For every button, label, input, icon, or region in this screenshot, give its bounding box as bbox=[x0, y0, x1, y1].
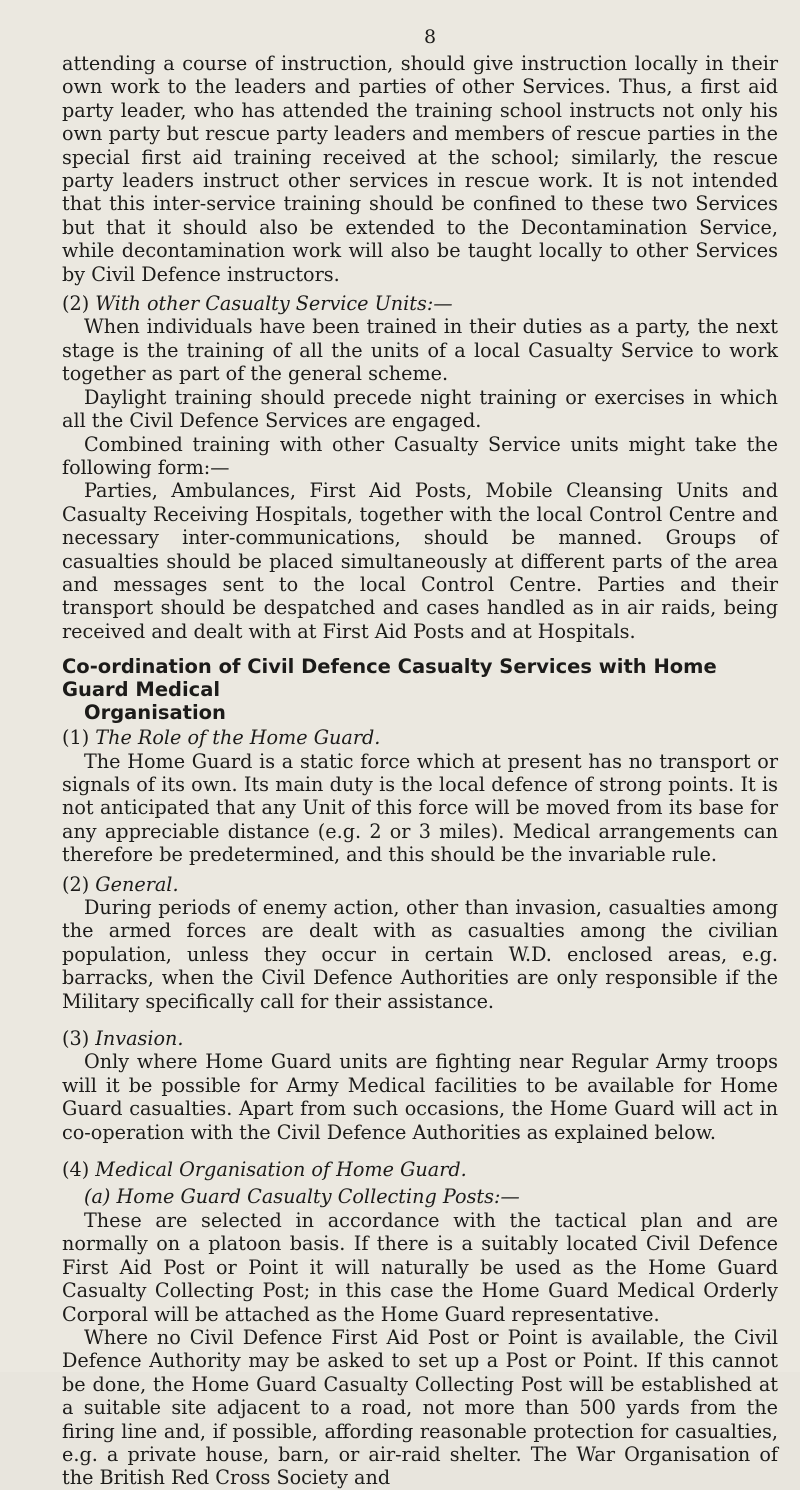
medical-org-heading bbox=[62, 1158, 778, 1181]
role-number: (1) bbox=[62, 726, 90, 750]
section-2-paragraph-2: Daylight training should precede night training or exercises in which all the Civil Defence Services are engaged. bbox=[62, 385, 778, 433]
general-heading bbox=[62, 873, 778, 896]
section-2-paragraph-3: Combined training with other Casualty Service units might take the following form:— bbox=[62, 432, 778, 479]
section-2-title: With other Casualty Service Units:— bbox=[95, 292, 453, 316]
coordination-heading bbox=[62, 655, 778, 724]
medical-org-title: Medical Organisation of Home Guard. bbox=[95, 1158, 467, 1182]
coordination-heading-line-1: Co-ordination of Civil Defence Casualty Services with Home Guard Medical bbox=[62, 655, 717, 702]
section-2-heading bbox=[62, 292, 778, 315]
role-heading bbox=[62, 726, 778, 749]
medical-org-paragraph-2: Where no Civil Defence First Aid Post or Point is available, the Civil Defence Authority may be asked to set up a Post or Point. If this cannot be done, the Home Guard Casualty Collecting Post will be established at a suitable site adjacent to a road, not more than 500 yards from the firing line and, if possible, affording reasonable protection for casualties, e.g. a private house, barn, or air-raid shelter. The War Organisation of the British Red Cross Society and bbox=[62, 1325, 778, 1490]
invasion-heading bbox=[62, 1027, 778, 1050]
coordination-heading-line-2: Organisation bbox=[84, 701, 226, 725]
invasion-paragraph: Only where Home Guard units are fighting near Regular Army troops will it be possible for Army Medical facilities to be available for Home Guard casualties. Apart from such occasions, the Home Guard will act in co-operation with the Civil Defence Authorities as explained below. bbox=[62, 1050, 778, 1144]
invasion-title: Invasion. bbox=[95, 1027, 184, 1051]
general-paragraph: During periods of enemy action, other than invasion, casualties among the armed forces are dealt with as casualties among the civilian population, unless they occur in certain W.D. enclosed areas, e.g. barracks, when the Civil Defence Authorities are only responsible if the Military specifically call for their assistance. bbox=[62, 896, 778, 1013]
section-2-number: (2) bbox=[62, 292, 90, 316]
intro-paragraph: attending a course of instruction, should give instruction locally in their own work to the leaders and parties of other Services. Thus, a first aid party leader, who has attended the training school instructs not only his own party but rescue party leaders and members of rescue parties in the special first aid training received at the school; similarly, the rescue party leaders instruct other services in rescue work. It is not intended that this inter-service training should be confined to these two Services but that it should also be extended to the Decontamination Service, while decontamination work will also be taught locally to other Services by Civil Defence instructors. bbox=[62, 52, 778, 286]
section-2-paragraph-4: Parties, Ambulances, First Aid Posts, Mobile Cleansing Units and Casualty Receiving Hospitals, together with the local Control Centre and necessary inter-communications, should be manned. Groups of casualties should be placed simultaneously at different parts of the area and messages sent to the local Control Centre. Parties and their transport should be despatched and cases handled as in air raids, being received and dealt with at First Aid Posts and at Hospitals. bbox=[62, 479, 778, 643]
role-paragraph: The Home Guard is a static force which at present has no transport or signals of its own. Its main duty is the local defence of strong points. It is not anticipated that any Unit of this force will be moved from its base for any appreciable distance (e.g. 2 or 3 miles). Medical arrangements can therefore be predetermined, and this should be the invariable rule. bbox=[62, 749, 778, 867]
page-number: 8 bbox=[423, 26, 437, 48]
section-2-paragraph-1: When individuals have been trained in their duties as a party, the next stage is the training of all the units of a local Casualty Service to work together as part of the general scheme. bbox=[62, 315, 778, 386]
medical-org-number: (4) bbox=[62, 1158, 90, 1182]
sub-a-number: (a) bbox=[84, 1185, 111, 1209]
invasion-number: (3) bbox=[62, 1027, 90, 1051]
general-title: General. bbox=[95, 872, 179, 896]
medical-org-sub-a-heading bbox=[62, 1185, 778, 1208]
sub-a-title: Home Guard Casualty Collecting Posts:— bbox=[116, 1185, 520, 1209]
general-number: (2) bbox=[62, 872, 90, 896]
medical-org-paragraph-1: These are selected in accordance with the tactical plan and are normally on a platoon basis. If there is a suitably located Civil Defence First Aid Post or Point it will naturally be used as the Home Guard Casualty Collecting Post; in this case the Home Guard Medical Orderly Corporal will be attached as the Home Guard representative. bbox=[62, 1208, 778, 1326]
role-title: The Role of the Home Guard. bbox=[95, 726, 381, 750]
